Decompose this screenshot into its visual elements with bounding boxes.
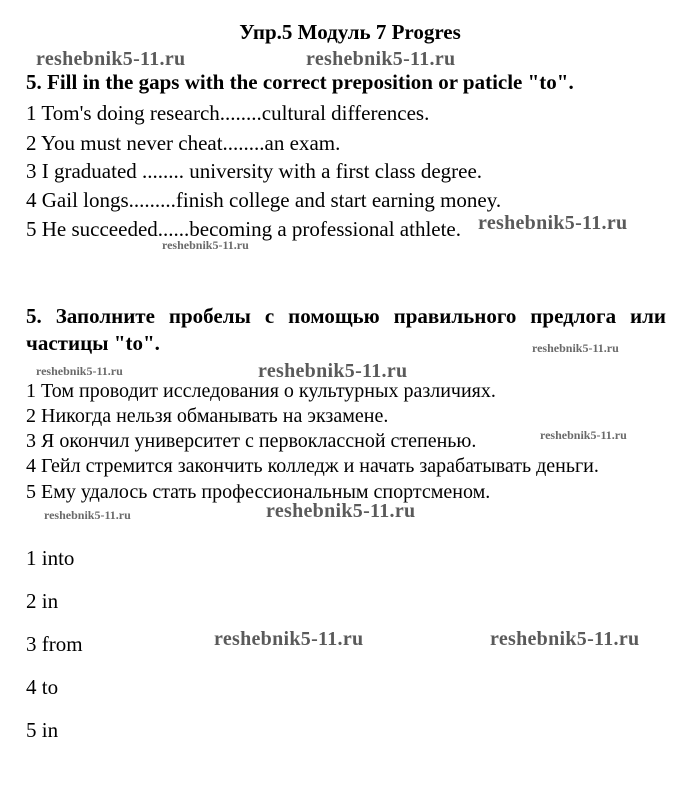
watermark: reshebnik5-11.ru [258, 360, 408, 382]
answer-item: 3 from [26, 632, 83, 656]
watermark: reshebnik5-11.ru [540, 428, 627, 442]
answer-item: 4 to [26, 675, 59, 699]
watermark: reshebnik5-11.ru [214, 628, 364, 650]
russian-line: 2 Никогда нельзя обманывать на экзамене. [26, 405, 389, 427]
watermark: reshebnik5-11.ru [306, 48, 456, 70]
page-title: Упр.5 Модуль 7 Progres [239, 20, 461, 44]
answer-item: 2 in [26, 589, 59, 613]
watermark: reshebnik5-11.ru [478, 212, 628, 234]
english-line: 1 Tom's doing research........cultural differences. [26, 101, 430, 125]
exercise-heading-russian: 5. Заполните пробелы с помощью правильного предлога или частицы "to". [26, 304, 666, 355]
watermark: reshebnik5-11.ru [36, 48, 186, 70]
watermark: reshebnik5-11.ru [44, 508, 131, 522]
answer-item: 5 in [26, 718, 59, 742]
english-line: 5 He succeeded......becoming a professional athlete. [26, 217, 462, 241]
russian-line: 5 Ему удалось стать профессиональным спортсменом. [26, 481, 491, 503]
watermark: reshebnik5-11.ru [162, 238, 249, 252]
russian-line: 4 Гейл стремится закончить колледж и начать зарабатывать деньги. [26, 455, 599, 477]
watermark: reshebnik5-11.ru [266, 500, 416, 522]
english-line: 4 Gail longs.........finish college and start earning money. [26, 188, 502, 212]
watermark: reshebnik5-11.ru [532, 341, 619, 355]
watermark: reshebnik5-11.ru [36, 364, 123, 378]
english-line: 3 I graduated ........ university with a first class degree. [26, 159, 483, 183]
answer-item: 1 into [26, 546, 75, 570]
english-line: 2 You must never cheat........an exam. [26, 131, 341, 155]
exercise-heading-english: 5. Fill in the gaps with the correct preposition or paticle "to". [26, 70, 574, 94]
russian-line: 3 Я окончил университет с первоклассной степенью. [26, 430, 477, 452]
watermark: reshebnik5-11.ru [490, 628, 640, 650]
russian-line: 1 Том проводит исследования о культурных различиях. [26, 380, 496, 402]
